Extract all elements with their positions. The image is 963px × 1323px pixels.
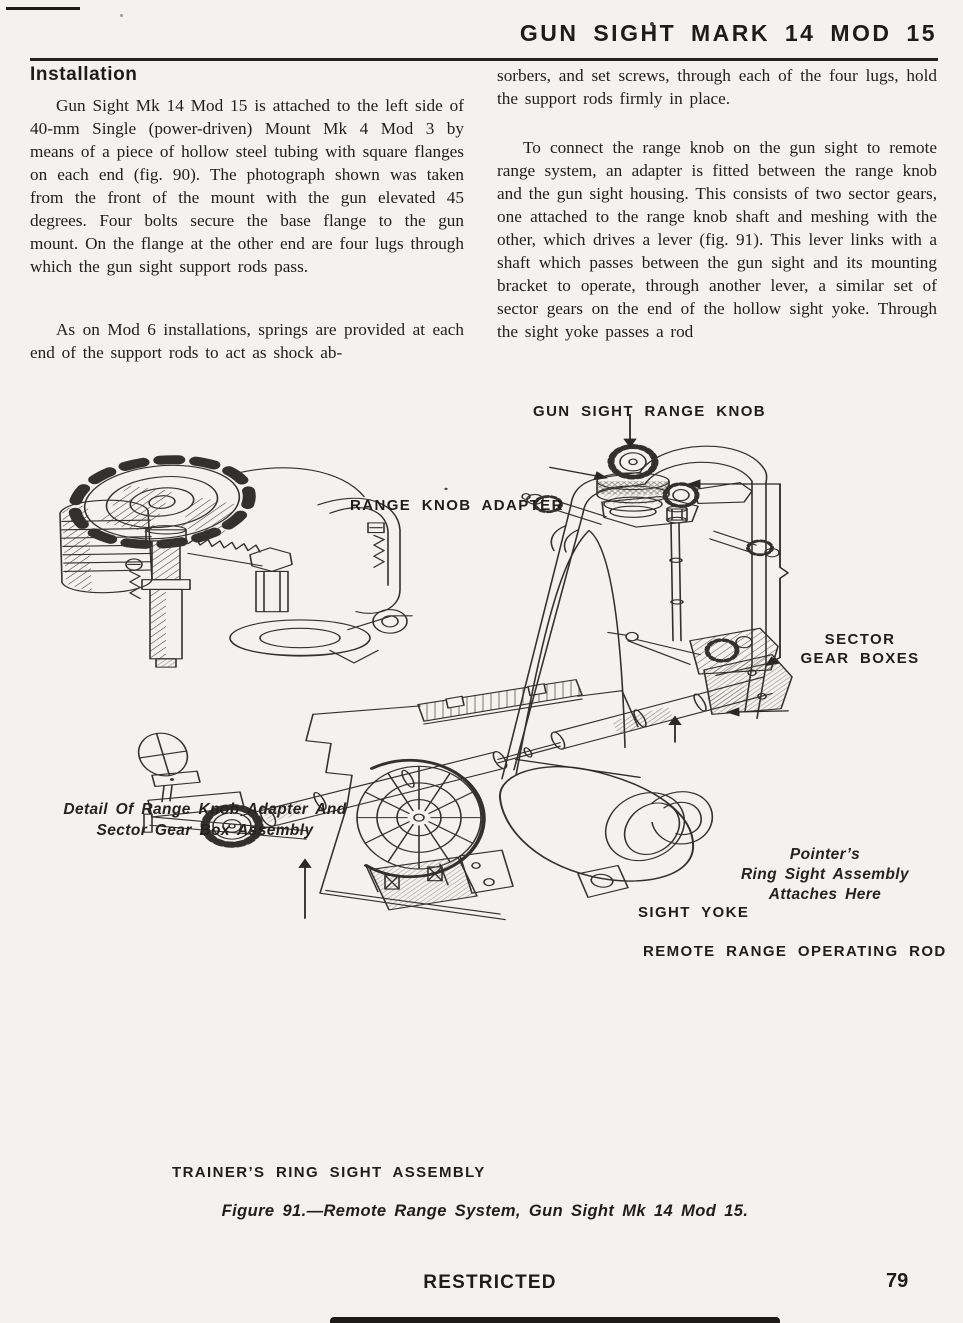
right-column-paragraph-2: To connect the range knob on the gun sight to remote range system, an adapter is fitted between the range knob and the gun sight housing. This consists of two sector gears, one attached to the range knob shaft and meshing with the other, which drives a lever (fig. 91). This lever links with a shaft which passes between the gun sight and its mounting bracket to operate, through another lever, a similar set of sector gears on the end of the hollow sight yoke. Through the sight yoke passes a rod — [497, 138, 937, 341]
page-title: GUN SIGHT MARK 14 MOD 15 — [519, 20, 937, 46]
label-pointers-attachment — [725, 845, 925, 905]
label-sight-yoke: SIGHT YOKE — [638, 904, 750, 921]
detail-caption-line1: Detail Of Range Knob Adapter And — [63, 801, 347, 818]
detail-caption-line2: Sector Gear Box Assembly — [96, 822, 314, 839]
section-heading: Installation — [30, 64, 138, 85]
scan-artifact-line — [6, 7, 80, 10]
label-range-knob-adapter: RANGE KNOB ADAPTER — [350, 497, 564, 514]
left-column-paragraph-1: Gun Sight Mk 14 Mod 15 is attached to the left side of 40-mm Single (power-driven) Mount Mk 4 Mod 3 by means of a piece of hollow steel tubing with square flanges on each end (fig. 90). The photograph shown was taken from the front of the mount with the gun elevated 45 degrees. Four bolts secure the base flange to the gun mount. On the flange at the other end are four lugs through which the gun sight support rods pass. — [30, 96, 464, 276]
label-remote-range-operating-rod: REMOTE RANGE OPERATING ROD — [643, 943, 947, 960]
label-sector-gear-boxes — [798, 630, 922, 668]
label-gun-sight-range-knob: GUN SIGHT RANGE KNOB — [533, 403, 767, 420]
right-column-paragraph-1: sorbers, and set screws, through each of the four lugs, hold the support rods firmly in place. — [497, 66, 937, 108]
header-rule — [30, 58, 938, 61]
left-column-paragraph-2: As on Mod 6 installations, springs are provided at each end of the support rods to act as shock ab- — [30, 320, 464, 362]
scan-speck — [120, 14, 123, 17]
detail-drawing-range-knob-adapter — [60, 450, 412, 667]
pointer-label-line3: Attaches Here — [768, 886, 882, 903]
label-sector-line1: SECTOR — [824, 631, 896, 648]
classification-marking: RESTRICTED — [423, 1272, 557, 1293]
figure-caption: Figure 91.—Remote Range System, Gun Sight Mk 14 Mod 15. — [221, 1202, 749, 1220]
label-detail-caption — [50, 799, 360, 841]
pointer-label-line1: Pointer’s — [789, 846, 861, 863]
scan-speck — [444, 488, 447, 490]
pointer-label-line2: Ring Sight Assembly — [740, 866, 910, 883]
scan-edge-smudge — [330, 1317, 780, 1323]
label-sector-line2: GEAR BOXES — [800, 650, 920, 667]
page-number: 79 — [886, 1270, 909, 1292]
label-trainers-ring-sight-assembly: TRAINER’S RING SIGHT ASSEMBLY — [172, 1164, 486, 1181]
